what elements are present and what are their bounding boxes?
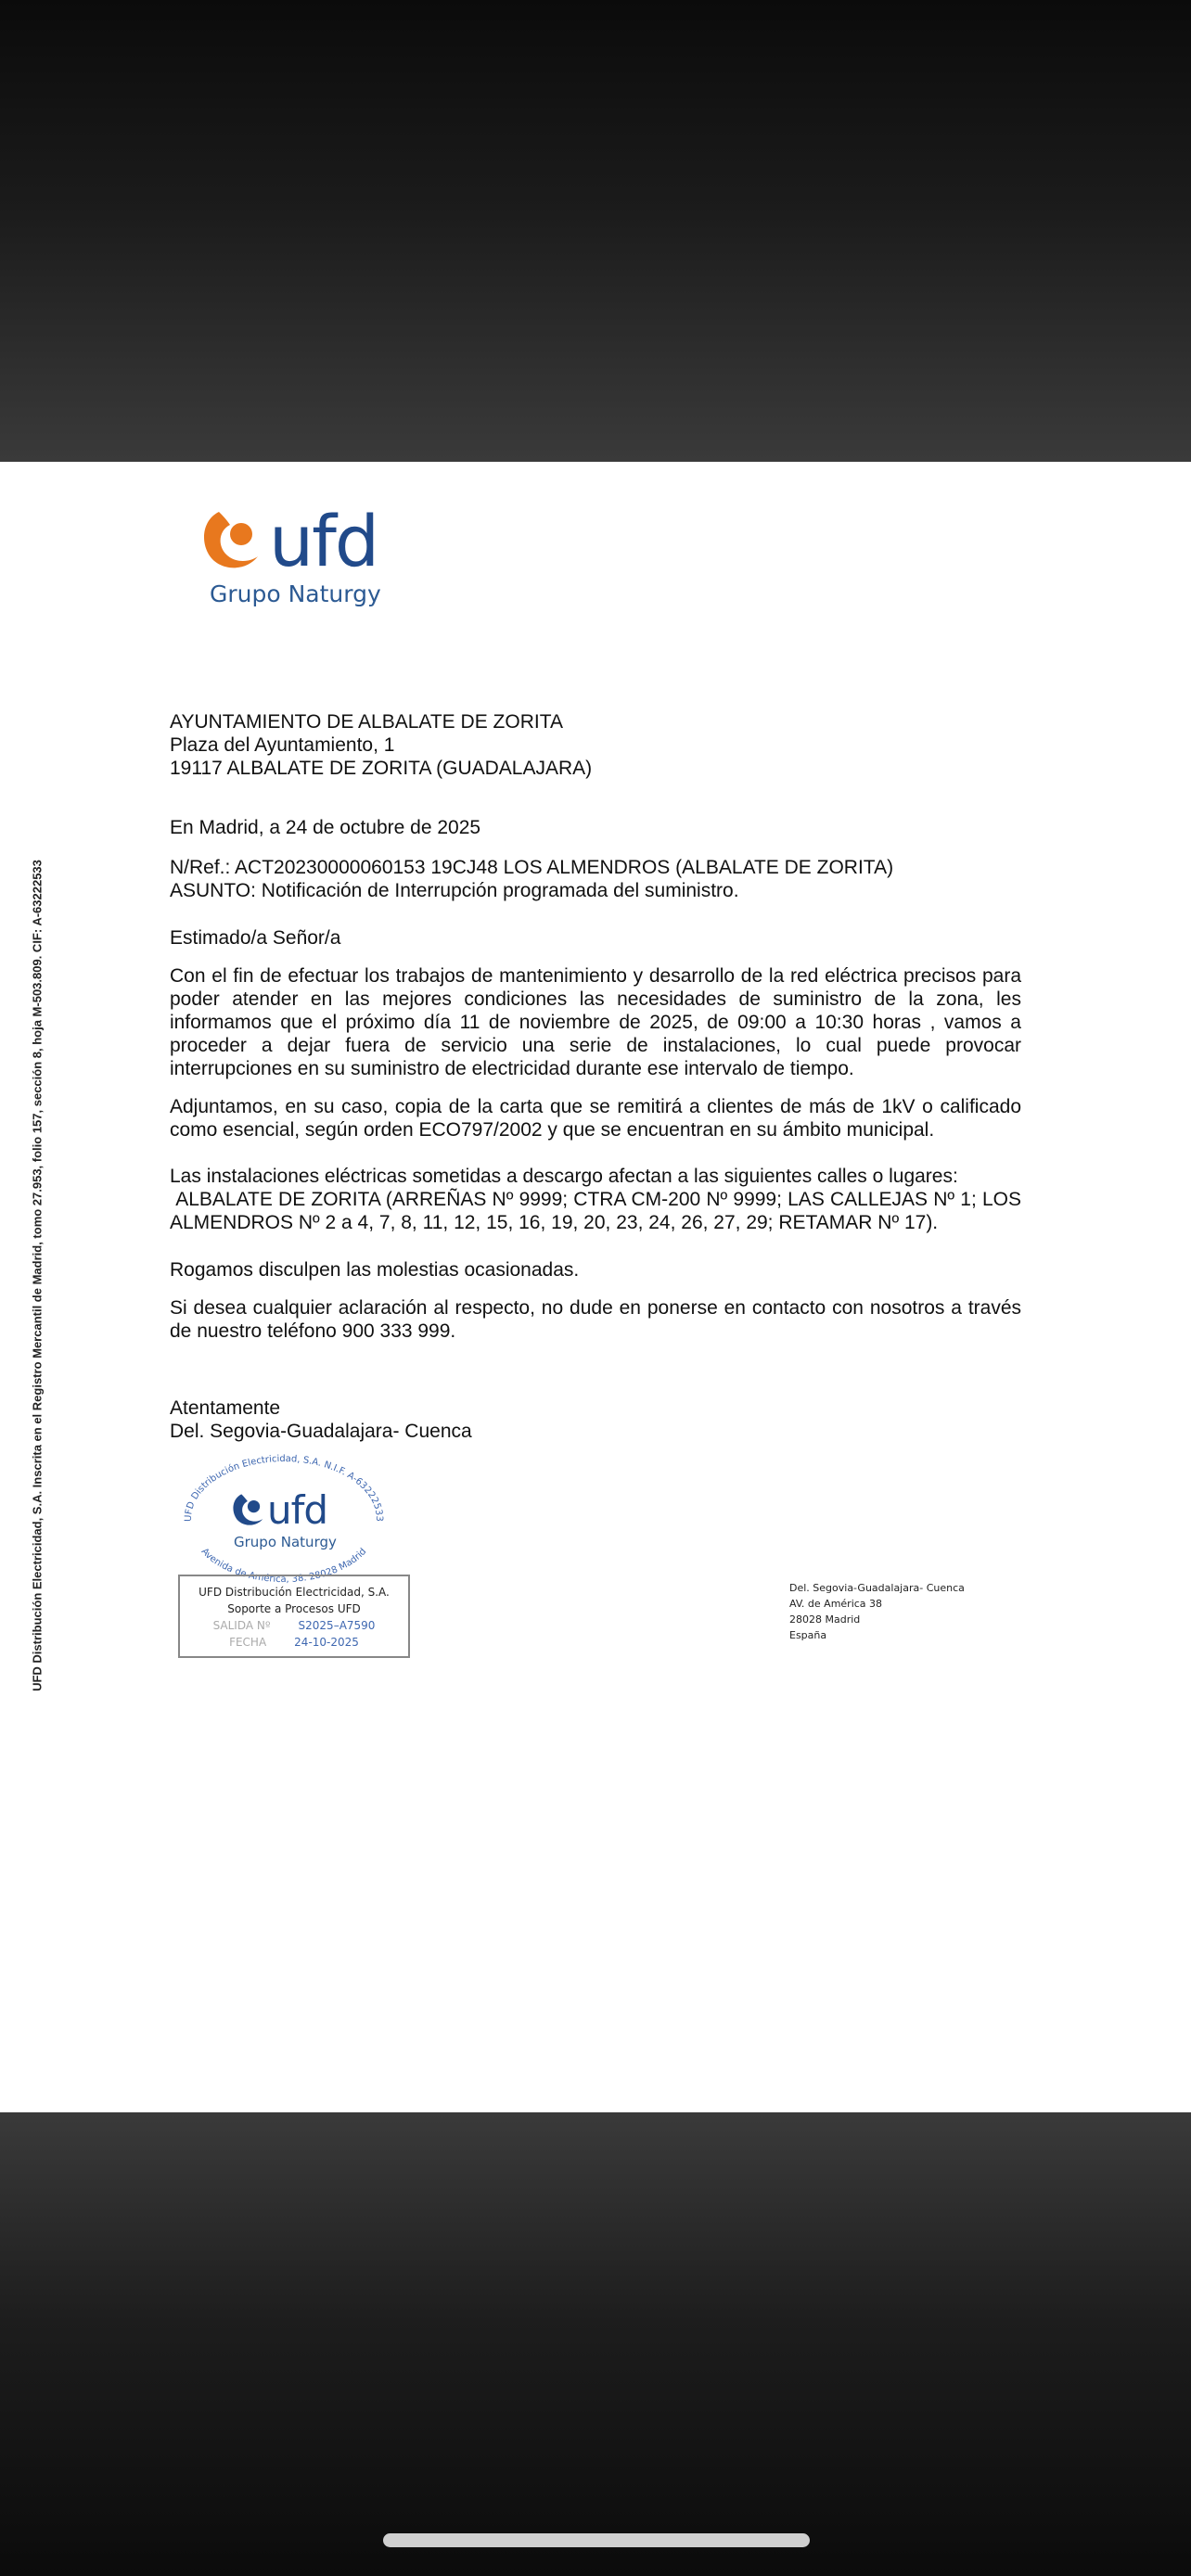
- greeting: Estimado/a Señor/a: [170, 927, 341, 949]
- footer-address-country: España: [789, 1629, 827, 1641]
- logo-group: Grupo Naturgy: [210, 580, 381, 607]
- paragraph-intro: Con el fin de efectuar los trabajos de mantenimiento y desarrollo de la red eléctrica precisos para poder atender en las mejores condiciones las necesidades de suministro de la zona, les informamos que el próximo día 11 de noviembre de 2025, de 09:00 a 10:30 horas , vamos a proceder a dejar fuera de servicio una serie de instalaciones, lo cual puede provocar interrupciones en su suministro de electricidad durante ese intervalo de tiempo.: [170, 965, 1021, 1079]
- stamp-salida-label: SALIDA Nº: [212, 1619, 271, 1632]
- recipient-name: AYUNTAMIENTO DE ALBALATE DE ZORITA: [170, 711, 563, 733]
- paragraph-streets: [170, 1165, 1026, 1234]
- seal-logo: [230, 1487, 337, 1550]
- seal-group: Grupo Naturgy: [234, 1534, 337, 1550]
- paragraph-apology: Rogamos disculpen las molestias ocasionadas.: [170, 1259, 580, 1281]
- paragraph-attachment: Adjuntamos, en su caso, copia de la carta que se remitirá a clientes de más de 1kV o calificado como esencial, según orden ECO797/2002 y que se encuentran en su ámbito municipal.: [170, 1096, 1021, 1141]
- stamp-fecha-label: FECHA: [229, 1636, 267, 1649]
- stamp-fecha-row: [180, 1634, 408, 1651]
- footer-address: [789, 1580, 965, 1643]
- footer-address-dept: Del. Segovia-Guadalajara- Cuenca: [789, 1582, 965, 1594]
- screen-top-band: [0, 0, 1191, 462]
- registry-side-note: UFD Distribución Electricidad, S.A. Inscrita en el Registro Mercantil de Madrid, tomo 27.953, folio 157, sección 8, hoja M-503.809. CIF: A-63222533: [30, 860, 45, 1691]
- ufd-swirl-icon: [198, 506, 265, 577]
- date-line: En Madrid, a 24 de octubre de 2025: [170, 817, 481, 838]
- closing-block: [170, 1396, 1021, 1443]
- subject-line: ASUNTO: Notificación de Interrupción programada del suministro.: [170, 880, 739, 901]
- home-indicator[interactable]: [383, 2533, 810, 2547]
- seal-brand: ufd: [267, 1487, 328, 1533]
- reference-line: N/Ref.: ACT20230000060153 19CJ48 LOS ALMENDROS (ALBALATE DE ZORITA): [170, 857, 894, 878]
- reference-block: [170, 856, 1021, 902]
- stamp-company: UFD Distribución Electricidad, S.A.: [198, 1586, 390, 1599]
- seal-top-text: UFD Distribución Electricidad, S.A. N.I.F. A-63222533: [183, 1453, 385, 1523]
- registry-stamp: [178, 1575, 410, 1658]
- stamp-fecha-value: 24-10-2025: [294, 1636, 359, 1649]
- logo-brand: ufd: [269, 500, 378, 582]
- closing-department: Del. Segovia-Guadalajara- Cuenca: [170, 1421, 472, 1442]
- paragraph-contact: Si desea cualquier aclaración al respecto, no dude en ponerse en contacto con nosotros a través de nuestro teléfono 900 333 999.: [170, 1297, 1021, 1342]
- seal-swirl-icon: [230, 1491, 267, 1530]
- footer-address-city: 28028 Madrid: [789, 1613, 861, 1626]
- streets-intro: Las instalaciones eléctricas sometidas a descargo afectan a las siguientes calles o lugares:: [170, 1166, 958, 1187]
- streets-list: ALBALATE DE ZORITA (ARREÑAS Nº 9999; CTRA CM-200 Nº 9999; LAS CALLEJAS Nº 1; LOS ALMENDROS Nº 2 a 4, 7, 8, 11, 12, 15, 16, 19, 20, 23, 24, 26, 27, 29; RETAMAR Nº 17).: [170, 1189, 1026, 1233]
- recipient-street: Plaza del Ayuntamiento, 1: [170, 734, 395, 756]
- stamp-salida-value: S2025–A7590: [298, 1619, 376, 1632]
- recipient-block: [170, 710, 1021, 780]
- letter-page: [0, 462, 1191, 2112]
- stamp-salida-row: [180, 1617, 408, 1634]
- stamp-department: Soporte a Procesos UFD: [227, 1602, 361, 1615]
- seal-bottom-text: Avenida de América, 38. 28028 Madrid: [198, 1546, 369, 1586]
- closing-salutation: Atentamente: [170, 1397, 281, 1419]
- recipient-city: 19117 ALBALATE DE ZORITA (GUADALAJARA): [170, 758, 593, 779]
- company-seal: [173, 1445, 395, 1593]
- ufd-logo: [198, 500, 381, 607]
- footer-address-street: AV. de América 38: [789, 1598, 883, 1610]
- screen-bottom-band: [0, 2112, 1191, 2576]
